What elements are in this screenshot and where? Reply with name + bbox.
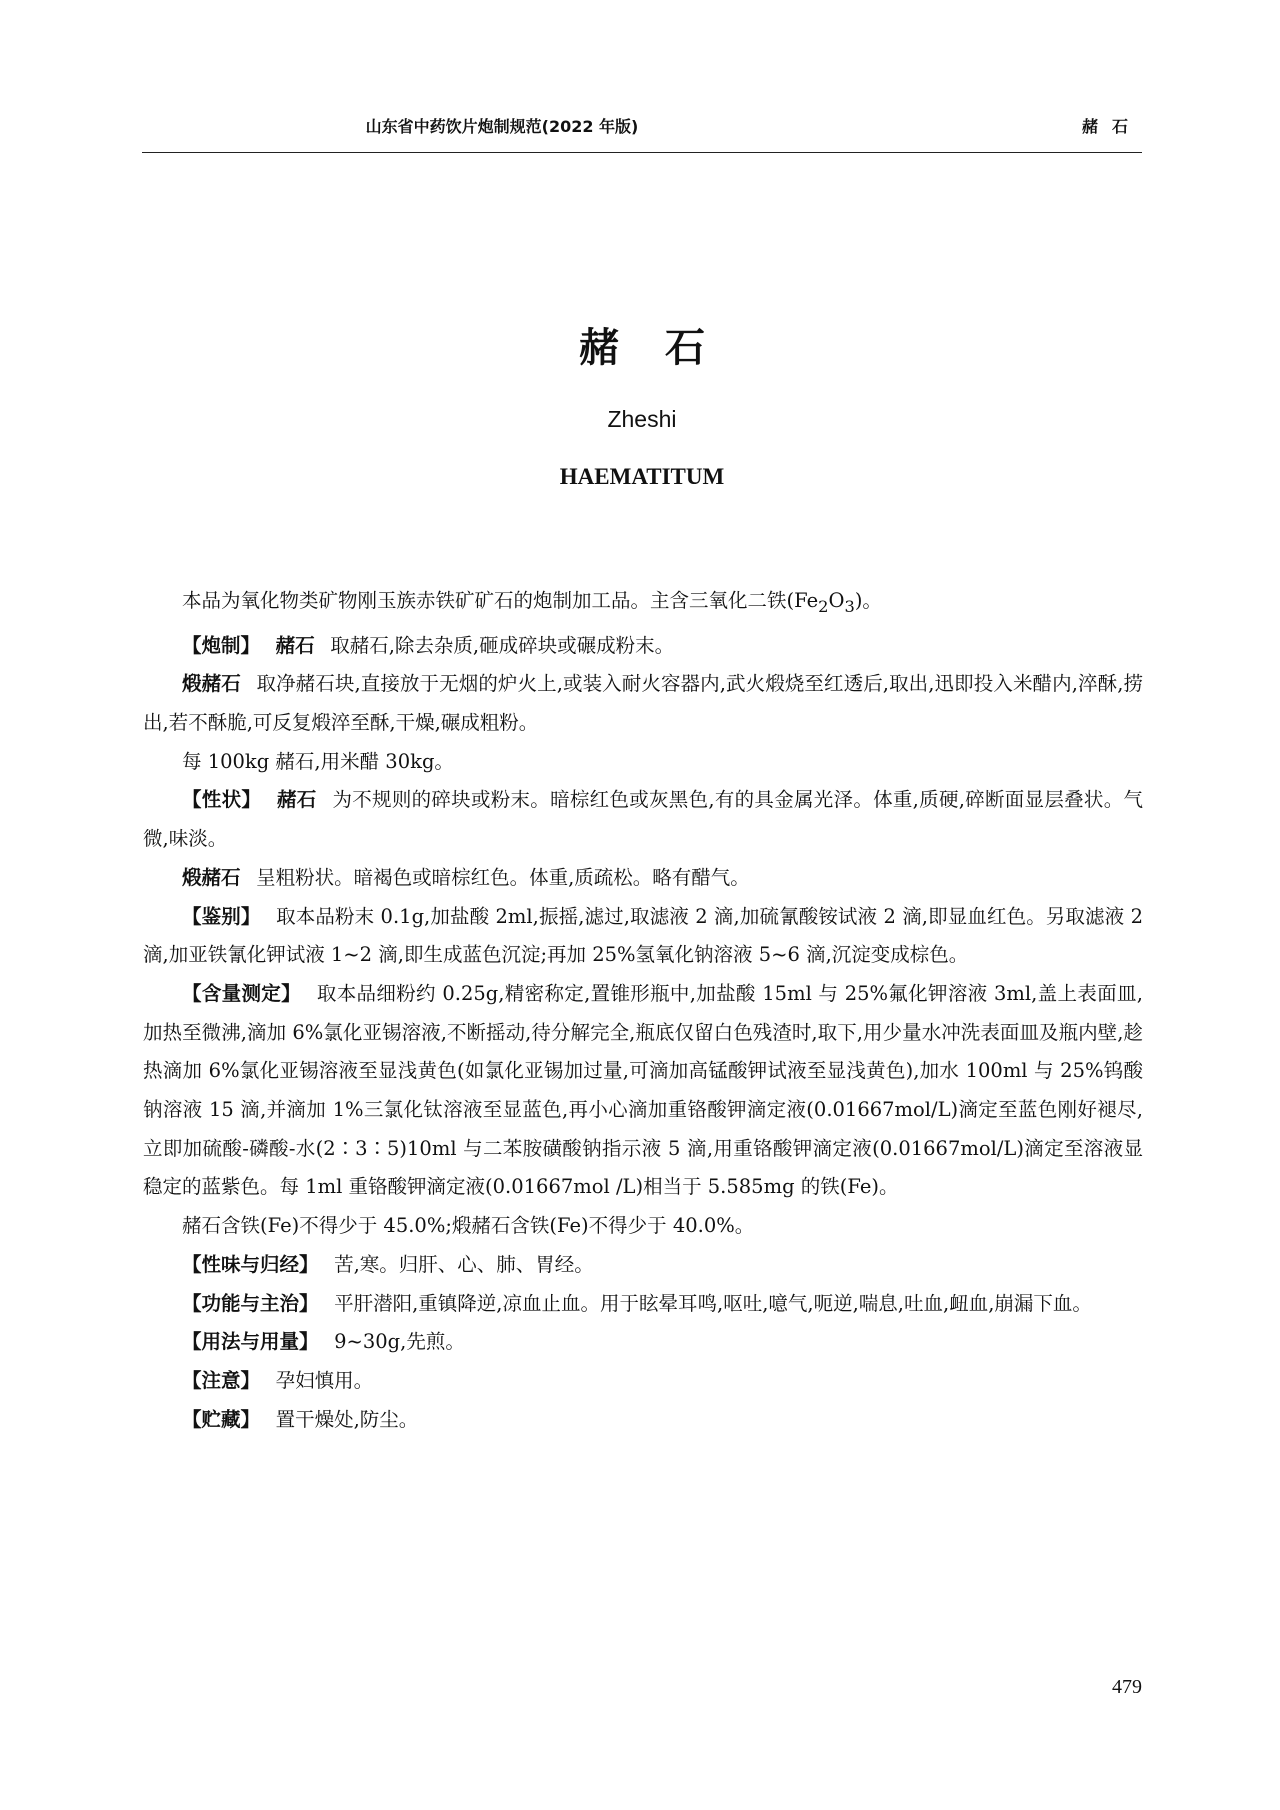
processing-text: 取赭石,除去杂质,砸成碎块或碾成粉末。 — [330, 633, 675, 657]
nature-meridian-label: 【性味与归经】 — [182, 1252, 319, 1276]
calcined-processing-text: 取净赭石块,直接放于无烟的炉火上,或装入耐火容器内,武火煅烧至红透后,取出,迅即投入米醋内,淬酥,捞出,若不酥脆,可反复煅淬至酥,干燥,碾成粗粉。 — [143, 672, 1143, 734]
characters-subtitle: 赭石 — [276, 788, 317, 812]
formula-sub-3: 3 — [844, 596, 855, 616]
intro-paragraph — [143, 582, 1143, 627]
formula-sub-2: 2 — [818, 596, 829, 616]
monograph-body — [143, 582, 1143, 1439]
processing-label: 【炮制】 — [182, 633, 261, 657]
usage-paragraph — [143, 1323, 1143, 1362]
page-header — [142, 114, 1142, 154]
calcined-processing-paragraph — [143, 665, 1143, 742]
calcined-processing-subtitle: 煅赭石 — [182, 672, 241, 696]
assay-text: 取本品细粉约 0.25g,精密称定,置锥形瓶中,加盐酸 15ml 与 25%氟化钾溶液 3ml,盖上表面皿,加热至微沸,滴加 6%氯化亚锡溶液,不断摇动,待分解完全,瓶底仅留白色残渣时,取下,用少量水冲洗表面皿及瓶内壁,趁热滴加 6%氯化亚锡溶液至显浅黄色(如氯化亚锡加过量,可滴加高锰酸钾试液至显浅黄色),加水 100ml 与 25%钨酸钠溶液 15 滴,并滴加 1%三氯化钛溶液至显蓝色,再小心滴加重铬酸钾滴定液(0.01667mol/L)滴定至蓝色刚好褪尽,立即加硫酸-磷酸-水(2∶3∶5)10ml 与二苯胺磺酸钠指示液 5 滴,用重铬酸钾滴定液(0.01667mol/L)滴定至溶液显稳定的蓝紫色。每 1ml 重铬酸钾滴定液(0.01667mol /L)相当于 5.585mg 的铁(Fe)。 — [143, 981, 1143, 1199]
processing-paragraph — [143, 627, 1143, 666]
function-label: 【功能与主治】 — [182, 1291, 319, 1315]
formula-fe: Fe — [794, 589, 819, 612]
formula-o: O — [828, 589, 845, 612]
identification-text: 取本品粉末 0.1g,加盐酸 2ml,振摇,滤过,取滤液 2 滴,加硫氰酸铵试液 2 滴,即显血红色。另取滤液 2 滴,加亚铁氰化钾试液 1~2 滴,即生成蓝色沉淀;再加 25%氢氧化钠溶液 5~6 滴,沉淀变成棕色。 — [143, 904, 1143, 967]
running-head: 赭石 — [1081, 117, 1142, 136]
calcined-characters-text: 呈粗粉状。暗褐色或暗棕红色。体重,质疏松。略有醋气。 — [256, 865, 750, 889]
precaution-text: 孕妇慎用。 — [275, 1368, 374, 1392]
identification-label: 【鉴别】 — [182, 904, 261, 928]
usage-text: 9~30g,先煎。 — [334, 1330, 465, 1354]
assay-limit-paragraph: 赭石含铁(Fe)不得少于 45.0%;煅赭石含铁(Fe)不得少于 40.0%。 — [182, 1214, 755, 1238]
intro-text-end: )。 — [854, 589, 882, 612]
entry-title-pinyin: Zheshi — [607, 406, 677, 432]
ratio-paragraph: 每 100kg 赭石,用米醋 30kg。 — [182, 749, 454, 773]
entry-title-chinese: 赭石 — [579, 325, 751, 371]
characters-paragraph — [143, 781, 1143, 858]
entry-title-latin: HAEMATITUM — [559, 464, 725, 489]
identification-paragraph — [143, 898, 1143, 975]
characters-text: 为不规则的碎块或粉末。暗棕红色或灰黑色,有的具金属光泽。体重,质硬,碎断面显层叠状。气微,味淡。 — [143, 788, 1143, 851]
book-title: 山东省中药饮片炮制规范(2022 年版) — [365, 117, 639, 136]
nature-meridian-text: 苦,寒。归肝、心、肺、胃经。 — [334, 1252, 594, 1276]
calcined-characters-paragraph — [143, 859, 1143, 898]
precaution-paragraph — [143, 1362, 1143, 1401]
function-paragraph — [143, 1285, 1143, 1324]
storage-text: 置干燥处,防尘。 — [275, 1407, 419, 1431]
page-number: 479 — [1112, 1676, 1142, 1698]
storage-label: 【贮藏】 — [182, 1407, 261, 1431]
storage-paragraph — [143, 1401, 1143, 1440]
precaution-label: 【注意】 — [182, 1368, 261, 1392]
processing-subtitle: 赭石 — [275, 633, 315, 657]
assay-paragraph — [143, 975, 1143, 1207]
intro-text: 本品为氧化物类矿物刚玉族赤铁矿矿石的炮制加工品。主含三氧化二铁( — [182, 589, 795, 612]
usage-label: 【用法与用量】 — [182, 1330, 319, 1354]
calcined-characters-subtitle: 煅赭石 — [182, 865, 241, 889]
assay-label: 【含量测定】 — [182, 981, 301, 1005]
nature-meridian-paragraph — [143, 1246, 1143, 1285]
function-text: 平肝潜阳,重镇降逆,凉血止血。用于眩晕耳鸣,呕吐,噫气,呃逆,喘息,吐血,衄血,崩漏下血。 — [334, 1291, 1092, 1315]
header-rule — [142, 152, 1142, 153]
entry-title-block — [142, 318, 1142, 492]
characters-label: 【性状】 — [182, 788, 262, 812]
